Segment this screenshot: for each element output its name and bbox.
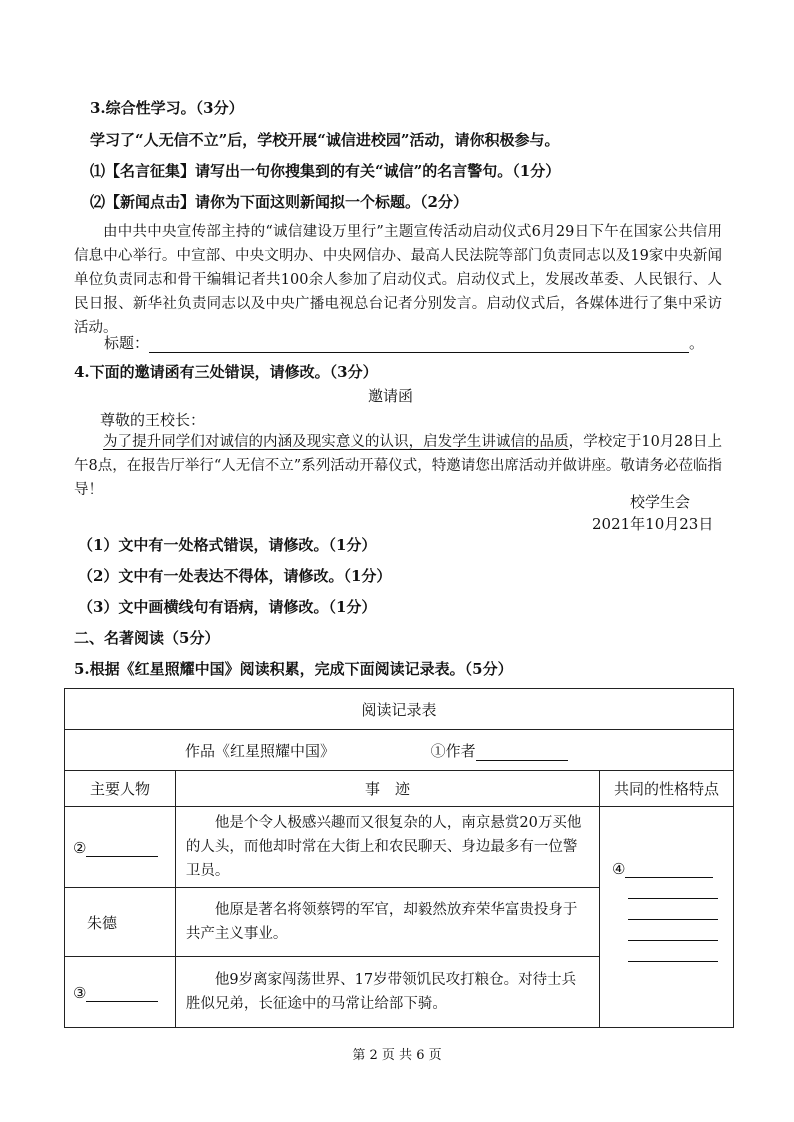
- author-answer-blank[interactable]: [476, 742, 568, 761]
- header-traits: 共同的性格特点: [600, 771, 734, 807]
- author-label: ①作者: [430, 741, 476, 760]
- person-answer-blank[interactable]: [86, 838, 158, 857]
- letter-body: [74, 430, 722, 502]
- news-passage: [74, 220, 722, 340]
- trait-answer-line[interactable]: [628, 920, 718, 941]
- deed-text: 他9岁离家闯荡世界、17岁带领饥民攻打粮仓。对待士兵胜似兄弟，长征途中的马常让给部下骑。: [185, 972, 577, 1012]
- person-answer-blank[interactable]: [86, 983, 158, 1002]
- letter-underlined-sentence: 为了提升同学们对诚信的内涵及现实意义的认识，启发学生讲诚信的品质: [103, 434, 569, 450]
- trait-marker: ④: [612, 860, 626, 878]
- header-person: 主要人物: [65, 771, 176, 807]
- headline-answer-blank[interactable]: [149, 334, 689, 353]
- letter-title: 邀请函: [368, 387, 414, 405]
- header-deeds: 事 迹: [175, 771, 599, 807]
- deed-cell: [175, 807, 599, 888]
- q3-sub1: ⑴【名言征集】请写出一句你搜集到的有关“诚信”的名言警句。（1分）: [90, 162, 561, 180]
- headline-end: 。: [689, 334, 705, 352]
- person-marker: ②: [73, 838, 87, 857]
- q3-intro: 学习了“人无信不立”后，学校开展“诚信进校园”活动，请你积极参与。: [90, 131, 560, 149]
- reading-record-table: [64, 688, 734, 1028]
- page-number: 第 2 页 共 6 页: [352, 1048, 442, 1063]
- headline-row: [104, 333, 704, 353]
- work-title: 作品《红星照耀中国》: [185, 741, 336, 760]
- q3-sub2: ⑵【新闻点击】请你为下面这则新闻拟一个标题。（2分）: [90, 193, 468, 211]
- deed-text: 他是个令人极感兴趣而又很复杂的人，南京悬赏20万买他的人头，而他却时常在大街上和农民聊天、身边最多有一位警卫员。: [185, 815, 582, 879]
- letter-signature: 校学生会: [630, 493, 691, 511]
- person-cell: 朱德: [65, 888, 176, 957]
- q4-question-3: （3）文中画横线句有语病，请修改。（1分）: [78, 598, 377, 616]
- table-caption: 阅读记录表: [65, 689, 734, 730]
- letter-salutation: 尊敬的王校长：: [100, 411, 206, 429]
- q5-title: 5.根据《红星照耀中国》阅读积累，完成下面阅读记录表。（5分）: [74, 660, 513, 678]
- letter-body-rest: ，学校定于10月28日上午8点，在报告厅举行“人无信不立”系列活动开幕仪式，特邀请您出席活动并做讲座。敬请务必莅临指导！: [74, 434, 723, 498]
- q4-question-1: （1）文中有一处格式错误，请修改。（1分）: [78, 536, 377, 554]
- person-cell: [65, 807, 176, 888]
- q3-title: 3.综合性学习。（3分）: [90, 99, 244, 117]
- trait-answer-line[interactable]: [628, 878, 718, 899]
- deed-text: 他原是著名将领蔡锷的军官，却毅然放弃荣华富贵投身于共产主义事业。: [185, 902, 578, 942]
- section-2-title: 二、名著阅读（5分）: [74, 629, 220, 647]
- trait-answer-line[interactable]: [628, 941, 718, 962]
- trait-answer-blank[interactable]: [625, 859, 713, 878]
- deed-cell: [175, 888, 599, 957]
- headline-label: 标题：: [104, 334, 150, 352]
- traits-cell: [600, 807, 734, 1028]
- table-row: [65, 807, 734, 888]
- deed-cell: [175, 957, 599, 1028]
- q4-question-2: （2）文中有一处表达不得体，请修改。（1分）: [78, 567, 392, 585]
- letter-date: 2021年10月23日: [592, 515, 714, 533]
- trait-answer-line[interactable]: [628, 899, 718, 920]
- person-marker: ③: [73, 983, 87, 1002]
- work-row: [65, 730, 734, 771]
- q4-title: 4.下面的邀请函有三处错误，请修改。（3分）: [74, 363, 378, 381]
- person-cell: [65, 957, 176, 1028]
- news-text: 由中共中央宣传部主持的“诚信建设万里行”主题宣传活动启动仪式6月29日下午在国家公共信用信息中心举行。中宣部、中央文明办、中央网信办、最高人民法院等部门负责同志以及19家中央新闻单位负责同志和骨干编辑记者共100余人参加了启动仪式。启动仪式上，发展改革委、人民银行、人民日报、新华社负责同志以及中央广播电视总台记者分别发言。启动仪式后，各媒体进行了集中采访活动。: [74, 224, 722, 336]
